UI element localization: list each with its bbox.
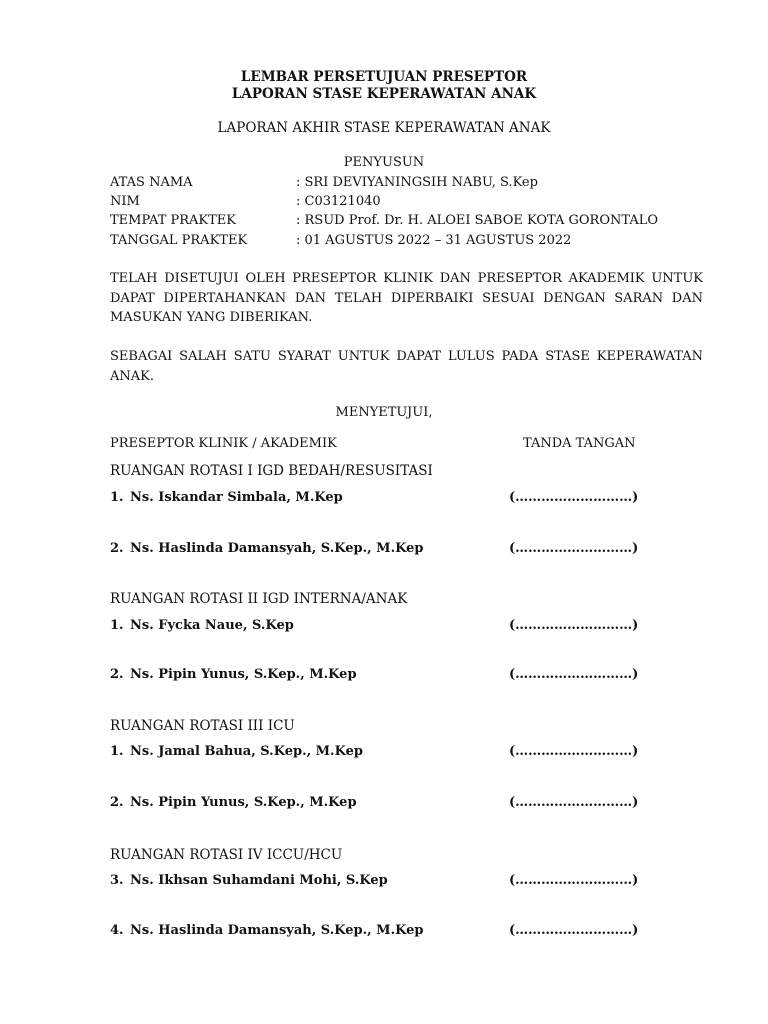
- preceptor-row: [110, 873, 388, 888]
- preceptor-row: [110, 795, 357, 810]
- signature-blank: (………………………): [509, 618, 639, 633]
- rotation-room-title: RUANGAN ROTASI I IGD BEDAH/RESUSITASI: [110, 463, 433, 479]
- preceptor-name: Ns. Jamal Bahua, S.Kep., M.Kep: [130, 744, 363, 759]
- info-label-date: TANGGAL PRAKTEK: [110, 233, 248, 248]
- preceptor-name: Ns. Haslinda Damansyah, S.Kep., M.Kep: [130, 923, 424, 938]
- rotation-room-title: RUANGAN ROTASI IV ICCU/HCU: [110, 847, 343, 863]
- info-value-name: : SRI DEVIYANINGSIH NABU, S.Kep: [296, 175, 538, 190]
- column-header-preceptor: PRESEPTOR KLINIK / AKADEMIK: [110, 436, 337, 451]
- preceptor-number: 1.: [110, 744, 124, 759]
- signature-blank: (………………………): [509, 541, 639, 556]
- document-title-line1: LEMBAR PERSETUJUAN PRESEPTOR: [240, 69, 528, 85]
- approval-paragraph: TELAH DISETUJUI OLEH PRESEPTOR KLINIK DAN PRESEPTOR AKADEMIK UNTUK DAPAT DIPERTAHANKAN DAN TELAH DIPERBAIKI SESUAI DENGAN SARAN DAN MASUKAN YANG DIBERIKAN.: [110, 271, 703, 325]
- preceptor-name: Ns. Pipin Yunus, S.Kep., M.Kep: [130, 667, 357, 682]
- preceptor-number: 2.: [110, 667, 124, 682]
- rotation-room-title: RUANGAN ROTASI III ICU: [110, 718, 295, 734]
- rotation-room-title: RUANGAN ROTASI II IGD INTERNA/ANAK: [110, 591, 408, 607]
- preceptor-name: Ns. Ikhsan Suhamdani Mohi, S.Kep: [130, 873, 388, 888]
- document-subtitle: LAPORAN AKHIR STASE KEPERAWATAN ANAK: [217, 120, 551, 136]
- preceptor-number: 4.: [110, 923, 124, 938]
- approval-heading: MENYETUJUI,: [335, 405, 433, 420]
- signature-blank: (………………………): [509, 667, 639, 682]
- preceptor-name: Ns. Haslinda Damansyah, S.Kep., M.Kep: [130, 541, 424, 556]
- column-header-signature: TANDA TANGAN: [523, 436, 636, 451]
- preceptor-name: Ns. Pipin Yunus, S.Kep., M.Kep: [130, 795, 357, 810]
- preceptor-number: 2.: [110, 795, 124, 810]
- signature-blank: (………………………): [509, 795, 639, 810]
- preceptor-row: [110, 618, 294, 633]
- preceptor-number: 3.: [110, 873, 124, 888]
- preceptor-number: 1.: [110, 490, 124, 505]
- preceptor-row: [110, 923, 423, 938]
- preceptor-row: [110, 490, 343, 505]
- signature-blank: (………………………): [509, 744, 639, 759]
- signature-blank: (………………………): [509, 923, 639, 938]
- signature-blank: (………………………): [509, 490, 639, 505]
- info-label-place: TEMPAT PRAKTEK: [110, 213, 237, 228]
- document-title-line2: LAPORAN STASE KEPERAWATAN ANAK: [231, 86, 537, 102]
- info-label-name: ATAS NAMA: [110, 175, 193, 190]
- info-label-nim: NIM: [110, 194, 140, 209]
- preceptor-number: 2.: [110, 541, 124, 556]
- info-value-date: : 01 AGUSTUS 2022 – 31 AGUSTUS 2022: [296, 233, 572, 248]
- preceptor-row: [110, 744, 363, 759]
- compiler-heading: PENYUSUN: [343, 155, 425, 170]
- info-value-nim: : C03121040: [296, 194, 381, 209]
- info-value-place: : RSUD Prof. Dr. H. ALOEI SABOE KOTA GORONTALO: [296, 213, 659, 228]
- preceptor-name: Ns. Iskandar Simbala, M.Kep: [130, 490, 343, 505]
- preceptor-row: [110, 667, 357, 682]
- preceptor-name: Ns. Fycka Naue, S.Kep: [130, 618, 294, 633]
- signature-blank: (………………………): [509, 873, 639, 888]
- preceptor-row: [110, 541, 423, 556]
- requirement-paragraph: SEBAGAI SALAH SATU SYARAT UNTUK DAPAT LULUS PADA STASE KEPERAWATAN ANAK.: [110, 349, 703, 384]
- preceptor-number: 1.: [110, 618, 124, 633]
